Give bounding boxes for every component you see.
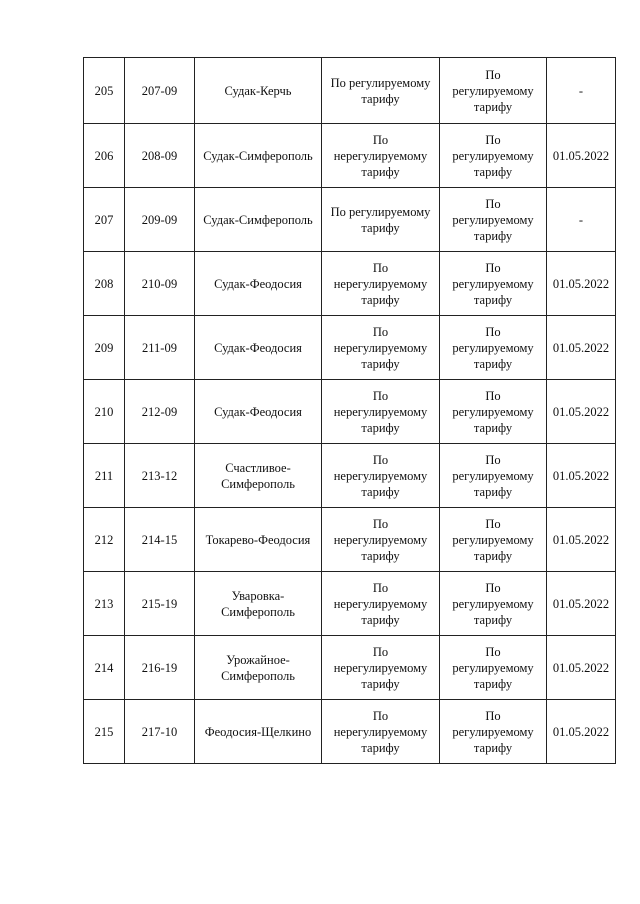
- route-code: 214-15: [125, 508, 195, 572]
- row-number: 214: [84, 636, 125, 700]
- new-tariff: По регулируемому тарифу: [440, 188, 547, 252]
- route-name: Урожайное-Симферополь: [195, 636, 322, 700]
- row-number: 212: [84, 508, 125, 572]
- route-name: Судак-Симферополь: [195, 124, 322, 188]
- row-number: 205: [84, 58, 125, 124]
- current-tariff: По нерегулируемому тарифу: [322, 572, 440, 636]
- route-code: 207-09: [125, 58, 195, 124]
- change-date: 01.05.2022: [547, 700, 616, 764]
- table-row: [84, 380, 616, 444]
- route-name: Счастливое-Симферополь: [195, 444, 322, 508]
- change-date: 01.05.2022: [547, 572, 616, 636]
- change-date: 01.05.2022: [547, 508, 616, 572]
- row-number: 215: [84, 700, 125, 764]
- route-code: 209-09: [125, 188, 195, 252]
- row-number: 213: [84, 572, 125, 636]
- route-name: Судак-Симферополь: [195, 188, 322, 252]
- route-name: Судак-Феодосия: [195, 380, 322, 444]
- new-tariff: По регулируемому тарифу: [440, 572, 547, 636]
- new-tariff: По регулируемому тарифу: [440, 636, 547, 700]
- route-code: 208-09: [125, 124, 195, 188]
- table-row: [84, 700, 616, 764]
- table-row: [84, 58, 616, 124]
- route-name: Судак-Феодосия: [195, 316, 322, 380]
- route-code: 212-09: [125, 380, 195, 444]
- change-date: 01.05.2022: [547, 636, 616, 700]
- table-row: [84, 508, 616, 572]
- table-row: [84, 252, 616, 316]
- new-tariff: По регулируемому тарифу: [440, 508, 547, 572]
- table-row: [84, 124, 616, 188]
- current-tariff: По нерегулируемому тарифу: [322, 380, 440, 444]
- row-number: 206: [84, 124, 125, 188]
- row-number: 211: [84, 444, 125, 508]
- new-tariff: По регулируемому тарифу: [440, 316, 547, 380]
- route-name: Судак-Керчь: [195, 58, 322, 124]
- row-number: 207: [84, 188, 125, 252]
- current-tariff: По нерегулируемому тарифу: [322, 124, 440, 188]
- change-date: -: [547, 58, 616, 124]
- change-date: 01.05.2022: [547, 316, 616, 380]
- new-tariff: По регулируемому тарифу: [440, 444, 547, 508]
- row-number: 210: [84, 380, 125, 444]
- row-number: 208: [84, 252, 125, 316]
- current-tariff: По нерегулируемому тарифу: [322, 508, 440, 572]
- current-tariff: По нерегулируемому тарифу: [322, 700, 440, 764]
- routes-table: [83, 57, 616, 764]
- routes-table-body: [84, 58, 616, 764]
- route-code: 217-10: [125, 700, 195, 764]
- route-code: 211-09: [125, 316, 195, 380]
- table-row: [84, 636, 616, 700]
- route-name: Уваровка-Симферополь: [195, 572, 322, 636]
- route-name: Судак-Феодосия: [195, 252, 322, 316]
- new-tariff: По регулируемому тарифу: [440, 252, 547, 316]
- route-code: 215-19: [125, 572, 195, 636]
- table-row: [84, 572, 616, 636]
- route-code: 216-19: [125, 636, 195, 700]
- current-tariff: По нерегулируемому тарифу: [322, 316, 440, 380]
- new-tariff: По регулируемому тарифу: [440, 380, 547, 444]
- route-name: Токарево-Феодосия: [195, 508, 322, 572]
- table-row: [84, 316, 616, 380]
- table-row: [84, 188, 616, 252]
- current-tariff: По нерегулируемому тарифу: [322, 252, 440, 316]
- current-tariff: По нерегулируемому тарифу: [322, 444, 440, 508]
- new-tariff: По регулируемому тарифу: [440, 58, 547, 124]
- table-row: [84, 444, 616, 508]
- route-code: 213-12: [125, 444, 195, 508]
- current-tariff: По регулируемому тарифу: [322, 188, 440, 252]
- new-tariff: По регулируемому тарифу: [440, 700, 547, 764]
- current-tariff: По нерегулируемому тарифу: [322, 636, 440, 700]
- new-tariff: По регулируемому тарифу: [440, 124, 547, 188]
- change-date: 01.05.2022: [547, 444, 616, 508]
- change-date: 01.05.2022: [547, 124, 616, 188]
- route-name: Феодосия-Щелкино: [195, 700, 322, 764]
- current-tariff: По регулируемому тарифу: [322, 58, 440, 124]
- change-date: -: [547, 188, 616, 252]
- row-number: 209: [84, 316, 125, 380]
- change-date: 01.05.2022: [547, 380, 616, 444]
- route-code: 210-09: [125, 252, 195, 316]
- change-date: 01.05.2022: [547, 252, 616, 316]
